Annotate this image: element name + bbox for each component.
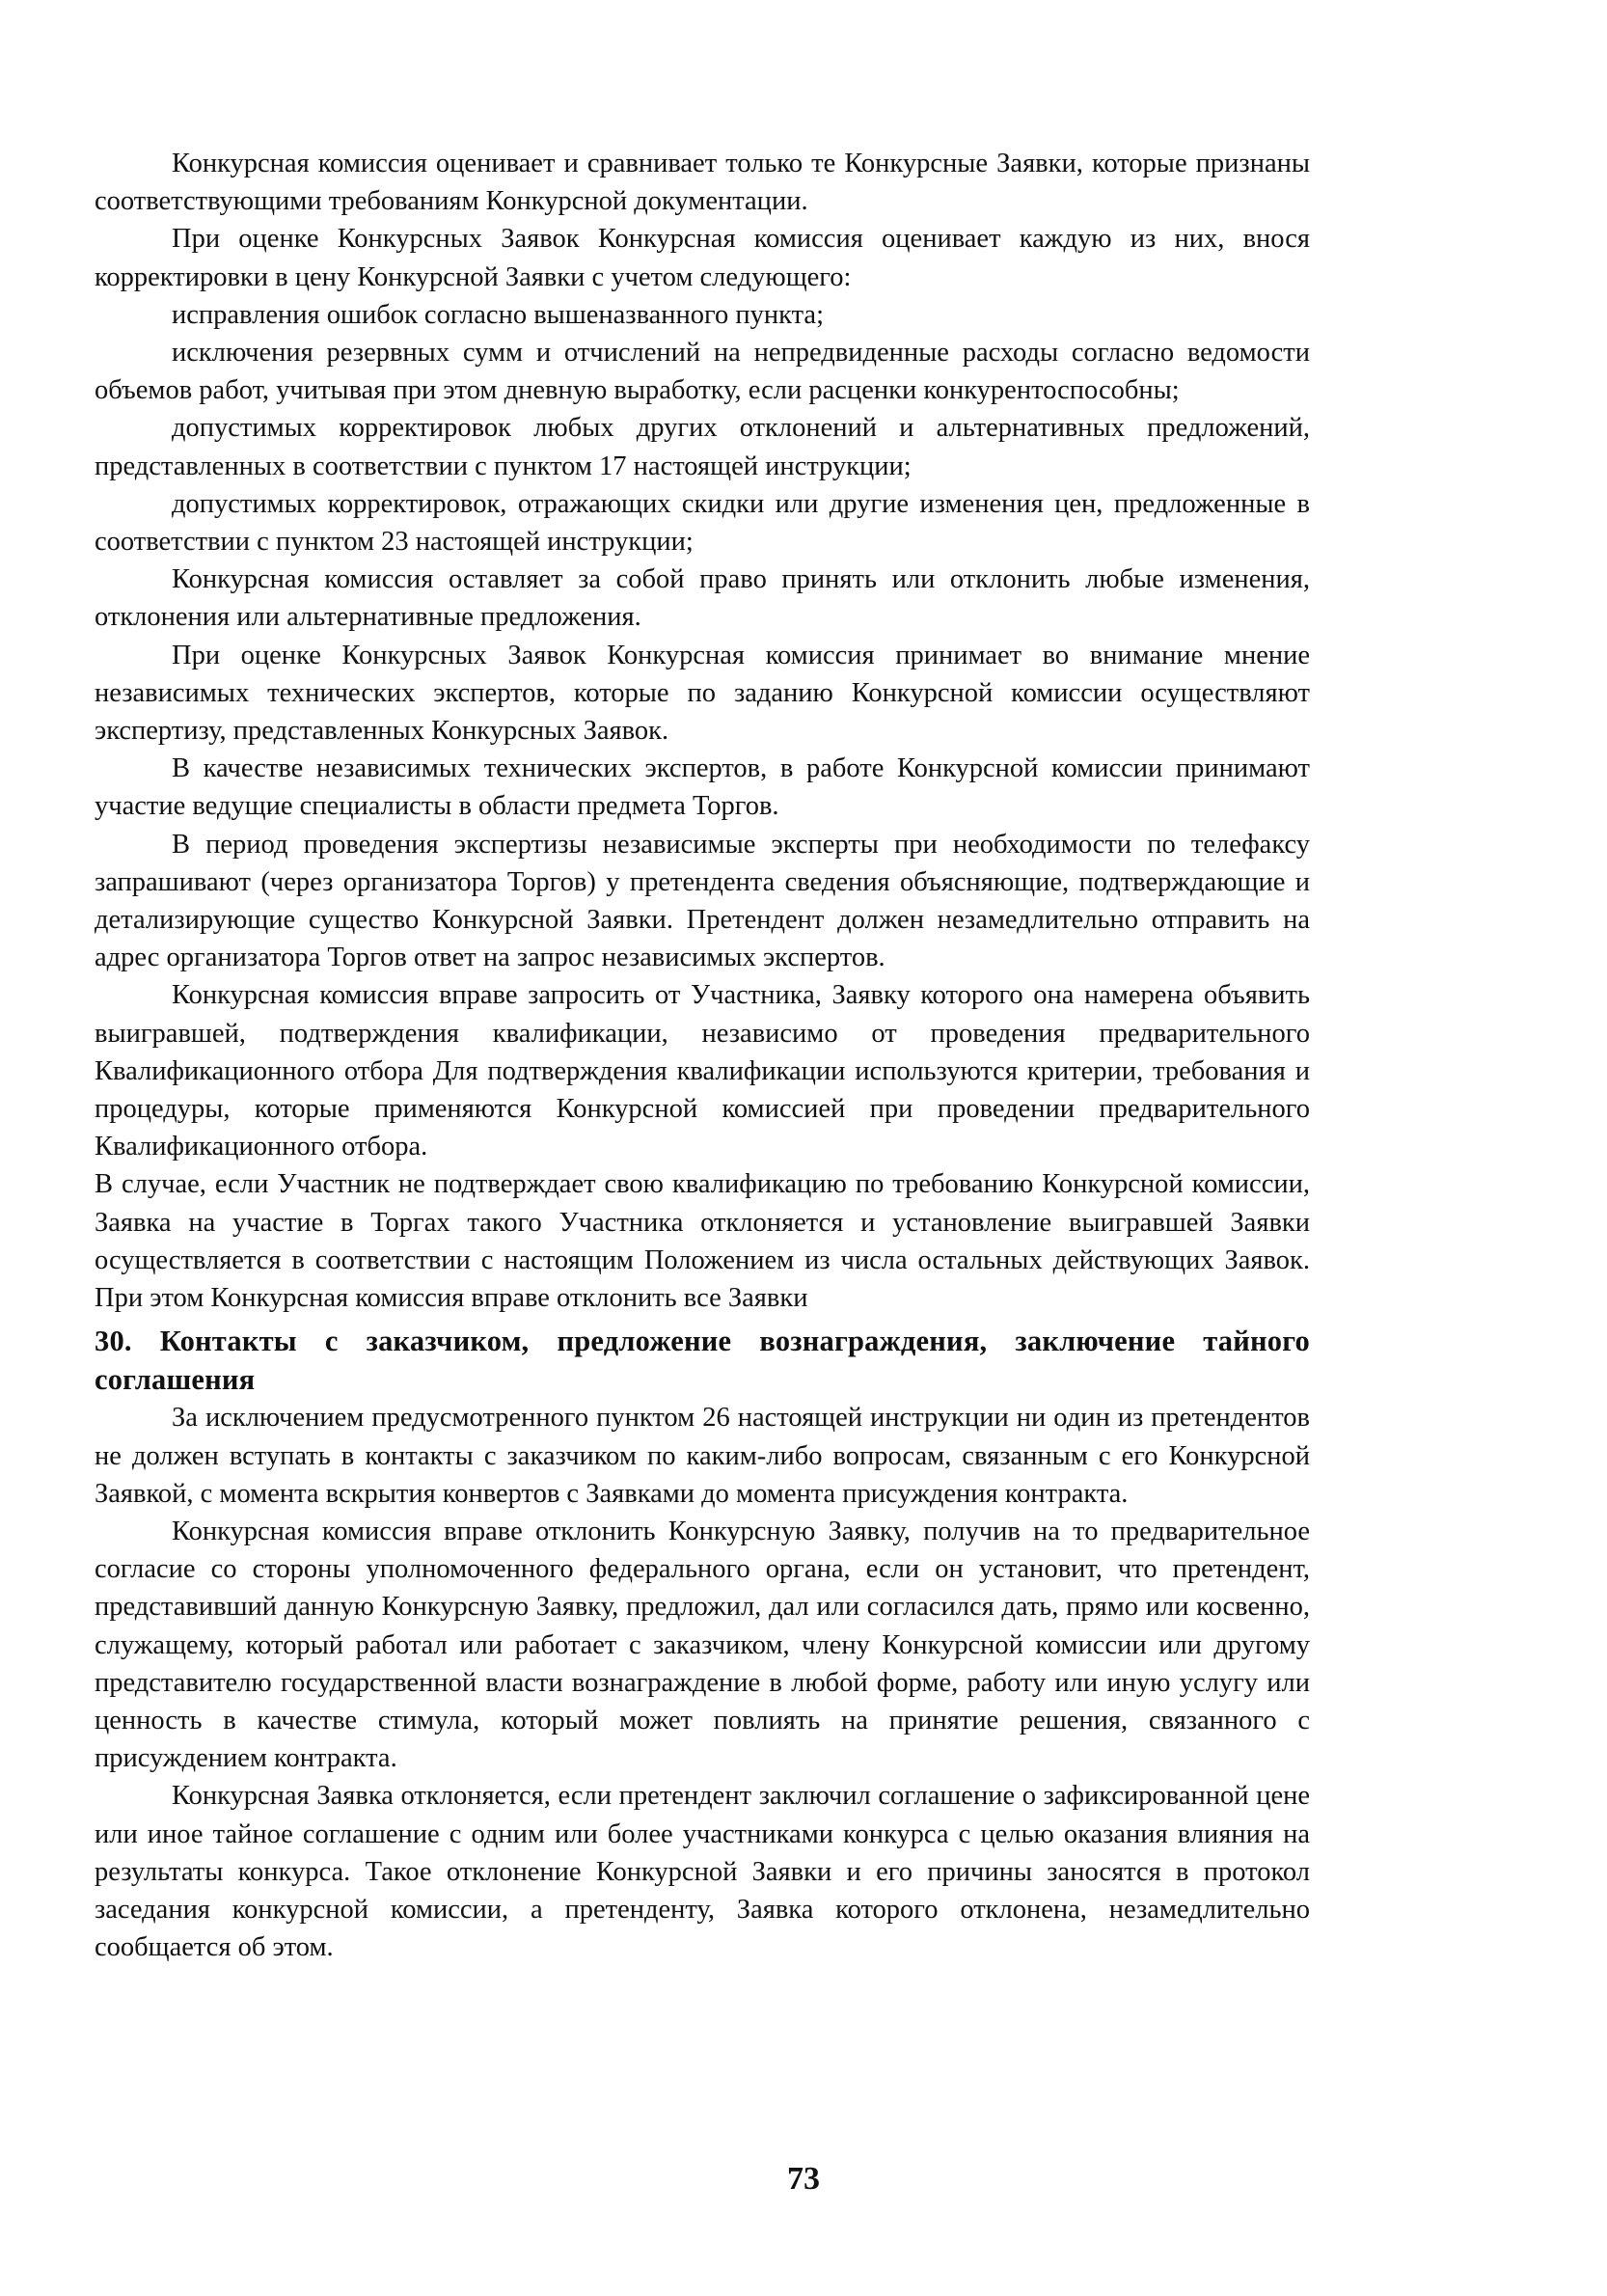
list-item: допустимых корректировок, отражающих скидки или другие изменения цен, предложенные в соответствии с пунктом 23 настоящей инструкции; (95, 488, 1310, 558)
paragraph: Конкурсная комиссия оставляет за собой право принять или отклонить любые изменения, отклонения или альтернативные предложения. (95, 564, 1310, 633)
paragraph: В период проведения экспертизы независимые эксперты при необходимости по телефаксу запрашивают (через организатора Торгов) у претендента сведения объясняющие, подтверждающие и детализирующие существо Конкурсной Заявки. Претендент должен незамедлительно отправить на адрес организатора Торгов ответ на запрос независимых экспертов. (95, 829, 1310, 973)
document-page (95, 145, 1310, 1966)
page-number: 73 (787, 2161, 820, 2197)
paragraph: При оценке Конкурсных Заявок Конкурсная комиссия оценивает каждую из них, внося корректировки в цену Конкурсной Заявки с учетом следующего: (95, 224, 1310, 292)
paragraph: При оценке Конкурсных Заявок Конкурсная комиссия принимает во внимание мнение независимых технических экспертов, которые по заданию Конкурсной комиссии осуществляют экспертизу, представленных Конкурсных Заявок. (95, 640, 1310, 747)
paragraph: В случае, если Участник не подтверждает свою квалификацию по требованию Конкурсной комиссии, Заявка на участие в Торгах такого Участника отклоняется и установление выигравшей Заявки осуществляется в соответствии с настоящим Положением из числа остальных действующих Заявок. При этом Конкурсная комиссия вправе отклонить все Заявки (95, 1169, 1310, 1314)
section-heading: 30. Контакты с заказчиком, предложение вознаграждения, заключение тайного соглашения (95, 1325, 1310, 1396)
paragraph: Конкурсная Заявка отклоняется, если претендент заключил соглашение о зафиксированной цене или иное тайное соглашение с одним или более участниками конкурса с целью оказания влияния на результаты конкурса. Такое отклонение Конкурсной Заявки и его причины заносятся в протокол заседания конкурсной комиссии, а претенденту, Заявка которого отклонена, незамедлительно сообщается об этом. (95, 1781, 1310, 1963)
list-item: допустимых корректировок любых других отклонений и альтернативных предложений, представленных в соответствии с пунктом 17 настоящей инструкции; (95, 413, 1310, 481)
paragraph: Конкурсная комиссия оценивает и сравнивает только те Конкурсные Заявки, которые признаны соответствующими требованиям Конкурсной документации. (95, 149, 1310, 217)
list-item: исключения резервных сумм и отчислений на непредвиденные расходы согласно ведомости объемов работ, учитывая при этом дневную выработку, если расценки конкурентоспособны; (95, 338, 1310, 406)
paragraph: Конкурсная комиссия вправе отклонить Конкурсную Заявку, получив на то предварительное согласие со стороны уполномоченного федерального органа, если он установит, что претендент, представивший данную Конкурсную Заявку, предложил, дал или согласился дать, прямо или косвенно, служащему, который работал или работает с заказчиком, члену Конкурсной комиссии или другому представителю государственной власти вознаграждение в любой форме, работу или иную услугу или ценность в качестве стимула, который может повлиять на принятие решения, связанного с присуждением контракта. (95, 1516, 1310, 1774)
paragraph: Конкурсная комиссия вправе запросить от Участника, Заявку которого она намерена объявить выигравшей, подтверждения квалификации, независимо от проведения предварительного Квалификационного отбора Для подтверждения квалификации используются критерии, требования и процедуры, которые применяются Конкурсной комиссией при проведении предварительного Квалификационного отбора. (95, 980, 1310, 1162)
list-item: исправления ошибок согласно вышеназванного пункта; (172, 299, 824, 330)
paragraph: В качестве независимых технических экспертов, в работе Конкурсной комиссии принимают участие ведущие специалисты в области предмета Торгов. (95, 753, 1310, 822)
paragraph: За исключением предусмотренного пунктом 26 настоящей инструкции ни один из претендентов не должен вступать в контакты с заказчиком по каким-либо вопросам, связанным с его Конкурсной Заявкой, с момента вскрытия конвертов с Заявками до момента присуждения контракта. (95, 1403, 1310, 1509)
